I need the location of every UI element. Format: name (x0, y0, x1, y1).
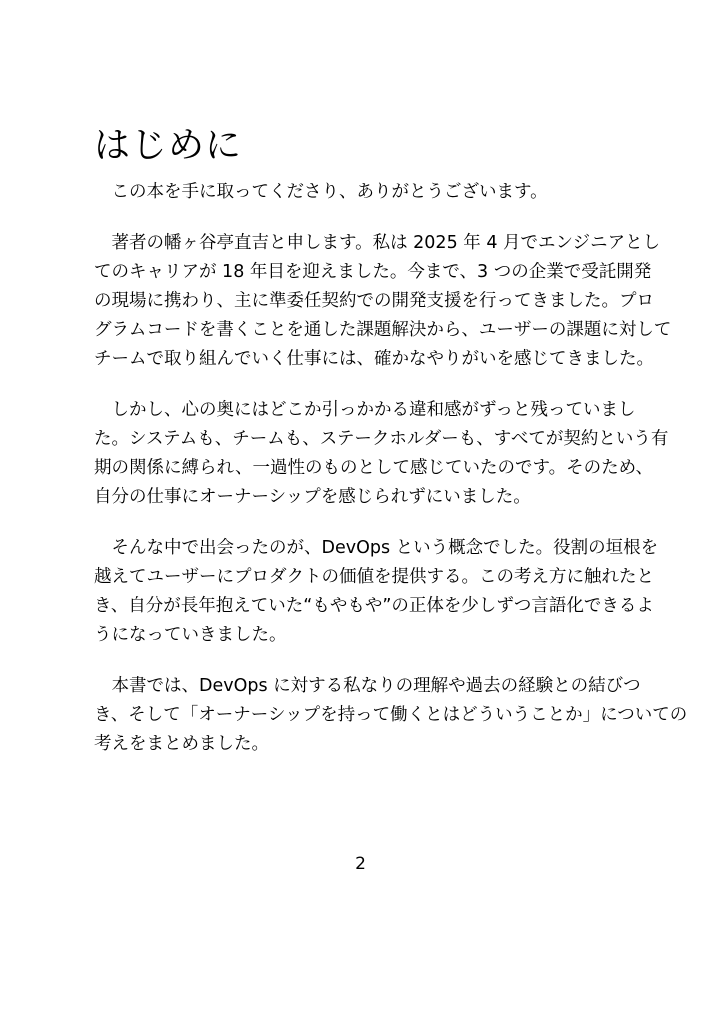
paragraph-discomfort (94, 396, 669, 512)
page-title: はじめに (94, 125, 243, 166)
text-line: チームで取り組んでいく仕事には、確かなやりがいを感じてきました。 (94, 349, 654, 369)
page-number: 2 (355, 854, 366, 874)
paragraph-intro (94, 178, 639, 207)
text-line: グラムコードを書くことを通した課題解決から、ユーザーの課題に対して (94, 320, 672, 340)
text-line: き、自分が長年抱えていた“もやもや”の正体を少しずつ言語化できるよ (94, 596, 654, 616)
text-line: しかし、心の奥にはどこか引っかかる違和感がずっと残っていまし (94, 400, 636, 420)
paragraph-devops (94, 534, 659, 650)
text-line: き、そして「オーナーシップを持って働くとはどういうことか」についての (94, 705, 688, 725)
text-line: この本を手に取ってくださり、ありがとうございます。 (94, 182, 548, 202)
text-line: 自分の仕事にオーナーシップを感じられずにいました。 (94, 487, 531, 507)
text-line: 越えてユーザーにプロダクトの価値を提供する。この考え方に触れたと (94, 567, 654, 587)
body-text (94, 178, 688, 781)
paragraph-book-summary (94, 672, 688, 759)
paragraph-career (94, 229, 672, 374)
text-line: 考えをまとめました。 (94, 734, 269, 754)
text-line: た。システムも、チームも、ステークホルダーも、すべてが契約という有 (94, 429, 669, 449)
text-line: 本書では、DevOps に対する私なりの理解や過去の経験との結びつ (94, 676, 641, 696)
text-line: そんな中で出会ったのが、DevOps という概念でした。役割の垣根を (94, 538, 659, 558)
text-line: の現場に携わり、主に準委任契約での開発支援を行ってきました。プロ (94, 291, 654, 311)
text-line: てのキャリアが 18 年目を迎えました。今まで、3 つの企業で受託開発 (94, 262, 652, 282)
text-line: 著者の幡ヶ谷亭直吉と申します。私は 2025 年 4 月でエンジニアとし (94, 233, 661, 253)
text-line: 期の関係に縛られ、一過性のものとして感じていたのです。そのため、 (94, 458, 653, 478)
text-line: うになっていきました。 (94, 625, 287, 645)
